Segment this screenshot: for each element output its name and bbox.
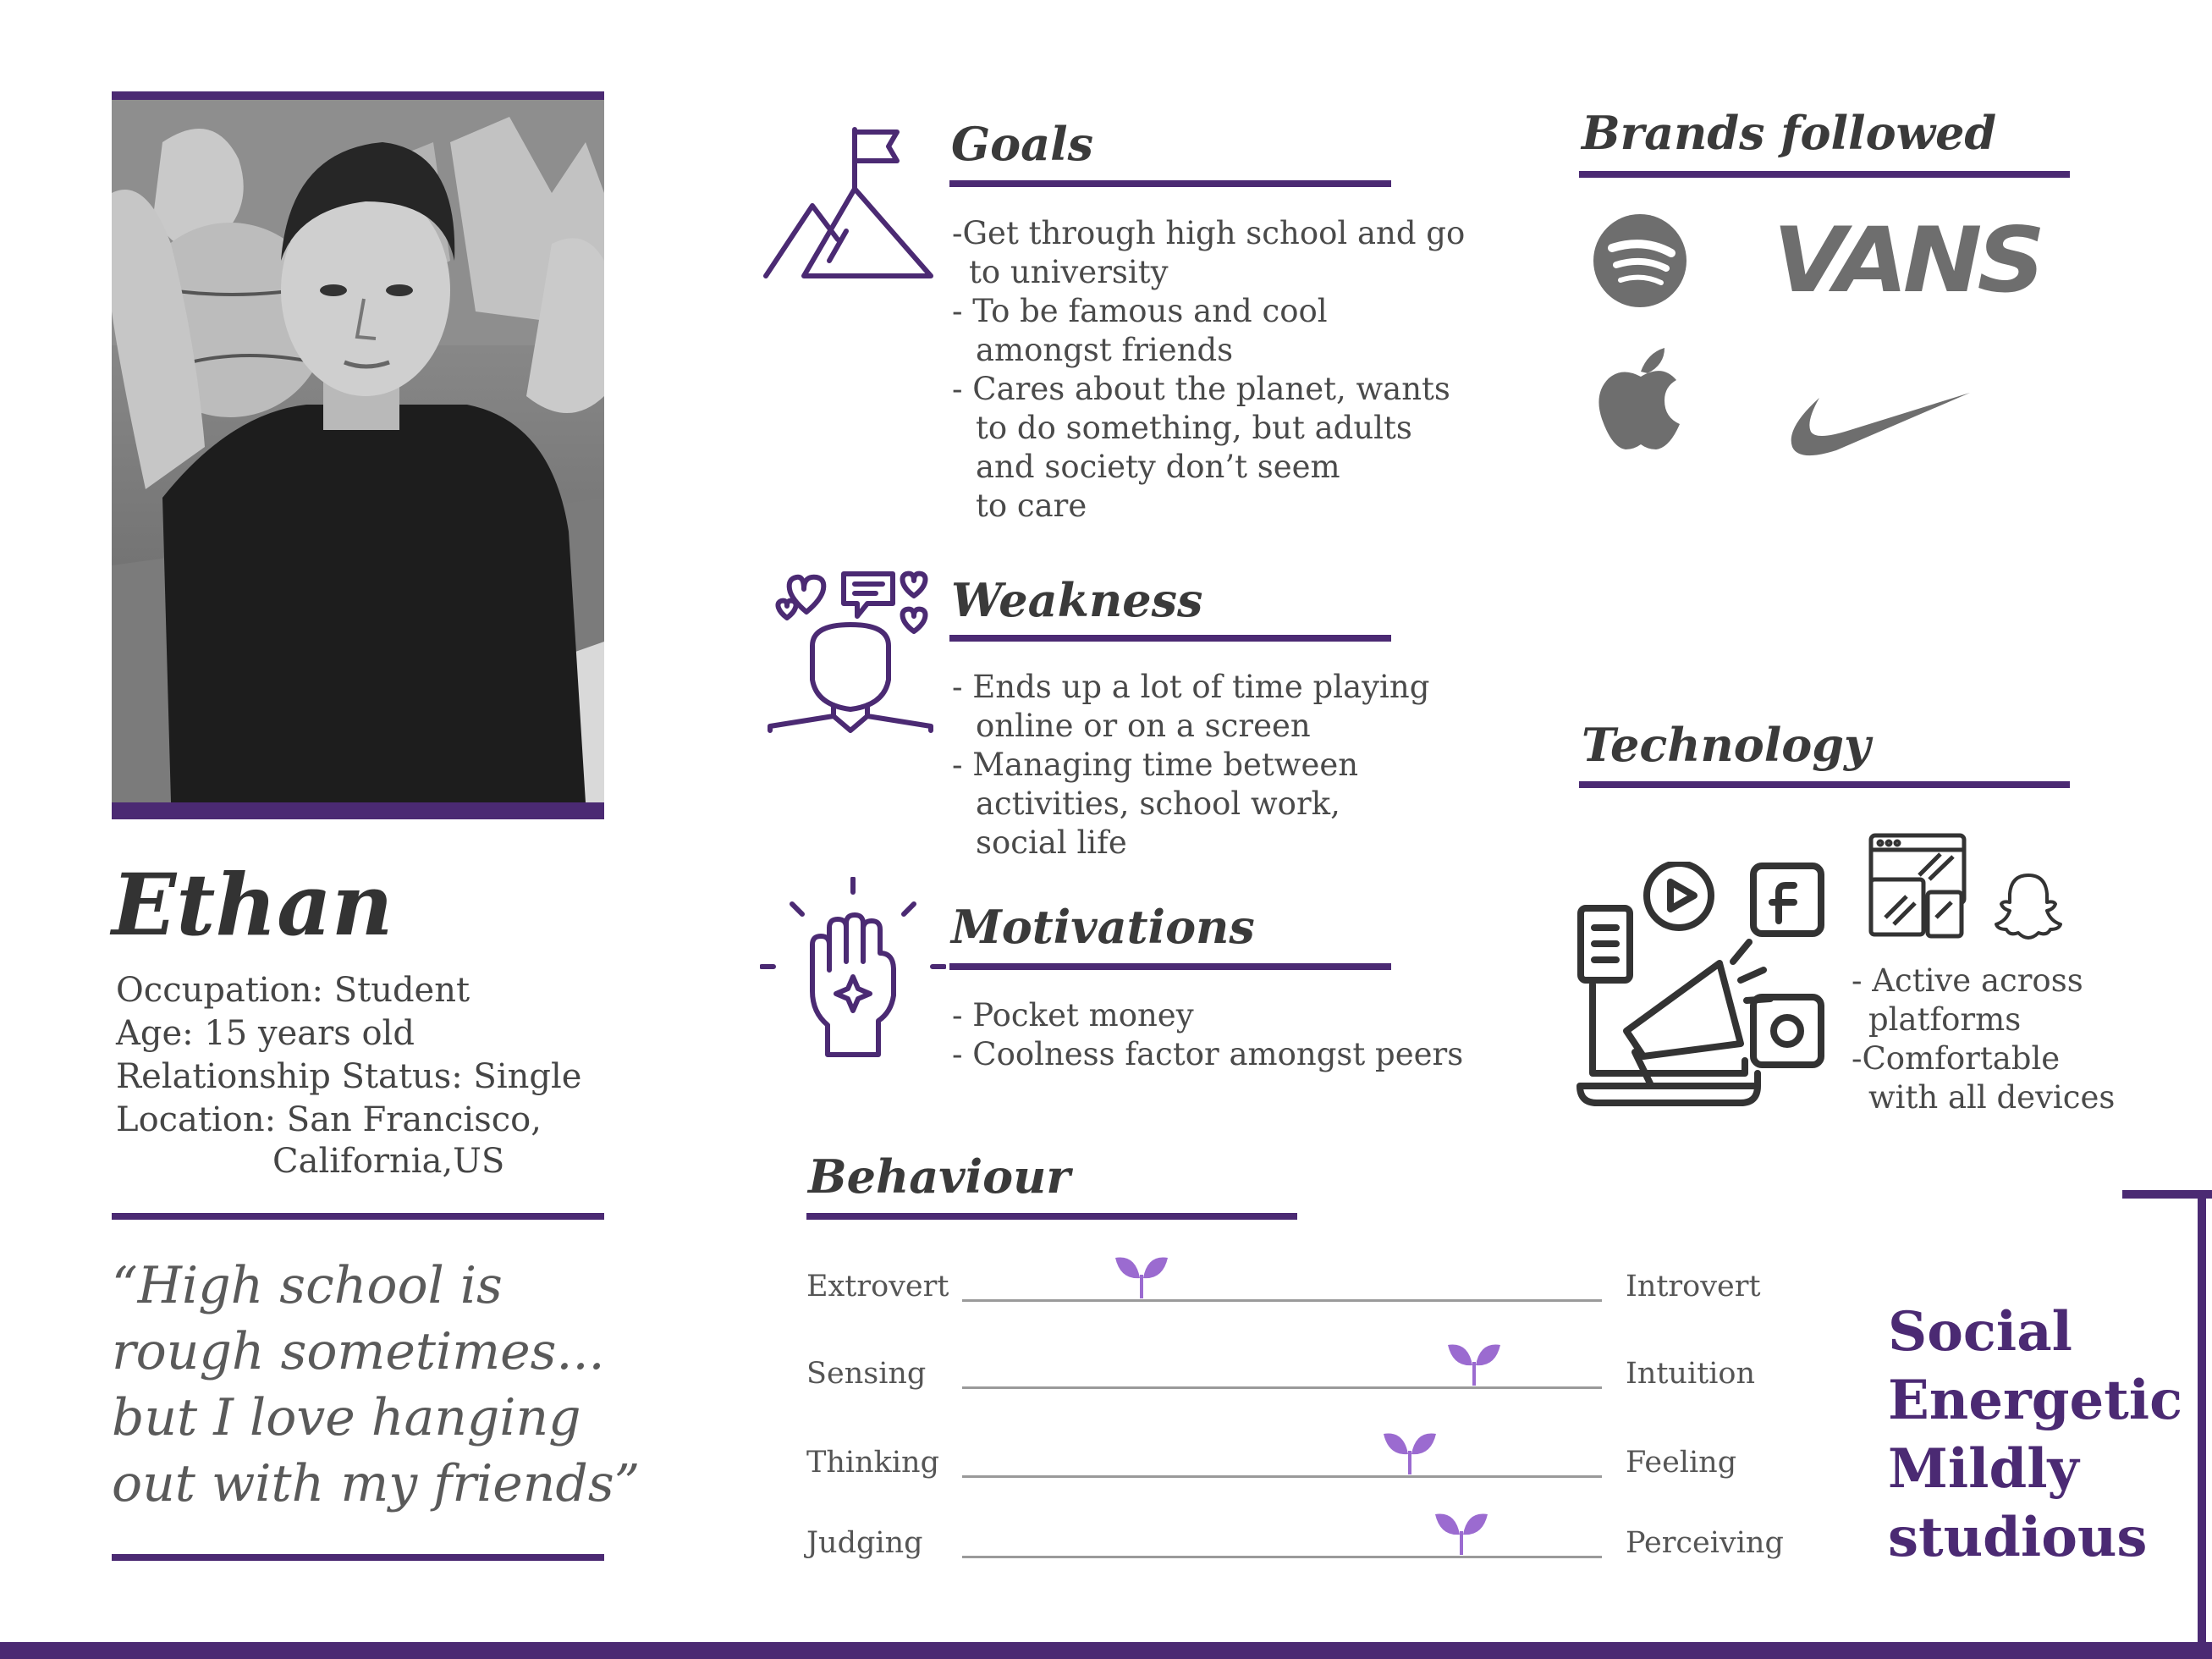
goals-item: to do something, but adults [976, 410, 1412, 446]
technology-item: - Active across [1852, 962, 2083, 999]
motivations-item: - Pocket money [952, 997, 1194, 1033]
persona-age: Age: 15 years old [116, 1014, 415, 1053]
sprout-marker-icon [1433, 1509, 1489, 1557]
behaviour-underline [806, 1213, 1297, 1220]
goals-item: to care [976, 488, 1087, 524]
thinking-head-icon [766, 565, 935, 735]
scale-right-label: Introvert [1626, 1270, 1761, 1304]
weakness-item: - Managing time between [952, 747, 1359, 783]
weakness-underline [949, 635, 1391, 642]
persona-occupation: Occupation: Student [116, 971, 470, 1010]
scale-left-label: Sensing [806, 1357, 927, 1391]
goals-item: -Get through high school and go [952, 215, 1466, 251]
motivations-underline [949, 963, 1391, 970]
quote-line-4: out with my friends” [112, 1454, 641, 1513]
persona-name: Ethan [112, 855, 393, 955]
motivations-item: - Coolness factor amongst peers [952, 1036, 1464, 1072]
technology-item: with all devices [1868, 1079, 2116, 1116]
goals-item: amongst friends [976, 332, 1234, 368]
devices-icon [1868, 833, 1974, 939]
brands-heading: Brands followed [1582, 106, 1997, 160]
mountain-flag-icon [762, 125, 935, 282]
scale-left-label: Extrovert [806, 1270, 949, 1304]
scale-right-label: Intuition [1626, 1357, 1756, 1391]
scale-track [962, 1299, 1602, 1302]
vans-logo-icon: VANS [1773, 208, 2041, 313]
technology-item: -Comfortable [1852, 1040, 2061, 1077]
technology-item: platforms [1868, 1001, 2022, 1038]
info-divider [112, 1213, 604, 1220]
goals-item: - Cares about the planet, wants [952, 371, 1450, 407]
scale-right-label: Feeling [1626, 1446, 1737, 1480]
scale-right-label: Perceiving [1626, 1526, 1784, 1560]
motivations-heading: Motivations [951, 900, 1255, 954]
apple-logo-icon [1597, 346, 1685, 451]
persona-location-cont: California,US [272, 1142, 505, 1181]
scale-track [962, 1556, 1602, 1558]
keywords-frame-right [2198, 1190, 2206, 1647]
raised-fist-icon [760, 877, 946, 1063]
spotify-logo-icon [1593, 214, 1687, 307]
sprout-marker-icon [1114, 1253, 1169, 1300]
scale-track [962, 1475, 1602, 1478]
weakness-item: - Ends up a lot of time playing [952, 669, 1430, 705]
weakness-item: social life [976, 824, 1127, 861]
scale-left-label: Thinking [806, 1446, 939, 1480]
weakness-list [952, 668, 1429, 863]
weakness-item: activities, school work, [976, 785, 1340, 822]
goals-item: - To be famous and cool [952, 293, 1328, 329]
keyword: Energetic [1888, 1369, 2183, 1432]
persona-location: Location: San Francisco, [116, 1100, 542, 1139]
quote-line-3: but I love hanging [112, 1388, 581, 1447]
sprout-marker-icon [1446, 1340, 1502, 1387]
quote-line-2: rough sometimes... [112, 1322, 605, 1381]
scale-left-label: Judging [806, 1526, 923, 1560]
motivations-list [952, 996, 1463, 1074]
quote-divider [112, 1554, 604, 1561]
keywords-list [1888, 1298, 2182, 1572]
goals-underline [949, 180, 1391, 187]
weakness-item: online or on a screen [976, 708, 1311, 744]
goals-heading: Goals [951, 117, 1094, 171]
quote-line-1: “High school is [112, 1256, 503, 1315]
sprout-marker-icon [1382, 1429, 1438, 1476]
social-media-megaphone-icon [1576, 862, 1830, 1111]
bottom-border [0, 1642, 2212, 1659]
goals-item: to university [969, 254, 1169, 290]
keyword: studious [1888, 1506, 2148, 1569]
behaviour-heading: Behaviour [808, 1149, 1070, 1204]
technology-list [1852, 962, 2115, 1117]
persona-photo [112, 91, 604, 819]
weakness-heading: Weakness [951, 573, 1203, 627]
scale-track [962, 1386, 1602, 1389]
persona-relationship: Relationship Status: Single [116, 1057, 582, 1096]
technology-heading: Technology [1582, 718, 1871, 772]
keyword: Mildly [1888, 1437, 2079, 1501]
brands-underline [1579, 171, 2070, 178]
keyword: Social [1888, 1300, 2072, 1364]
snapchat-ghost-icon [1995, 872, 2062, 940]
nike-swoosh-icon [1786, 388, 1972, 459]
technology-underline [1579, 781, 2070, 788]
goals-list [952, 214, 1465, 526]
goals-item: and society don’t seem [976, 449, 1340, 485]
